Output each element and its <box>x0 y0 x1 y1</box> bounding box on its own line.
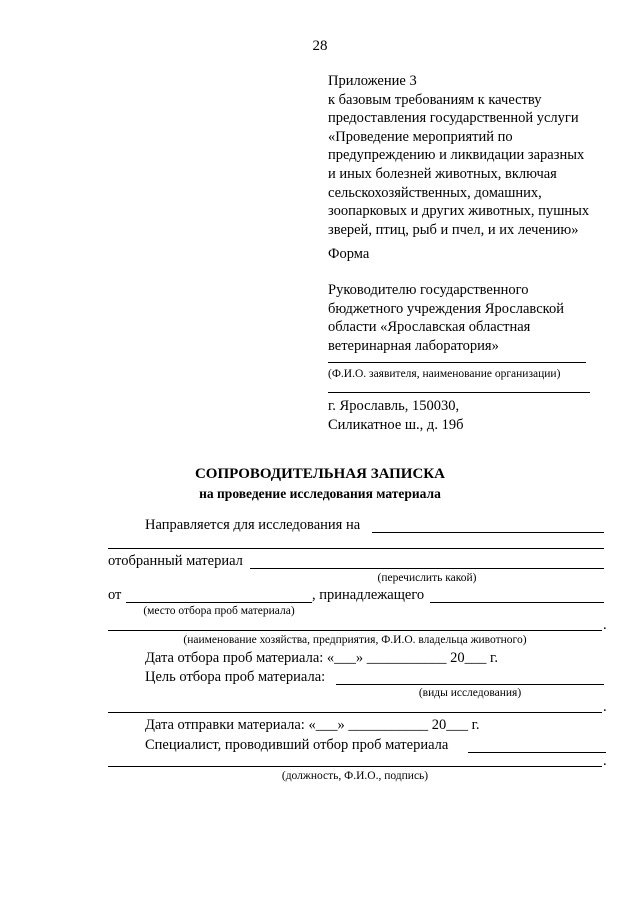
appendix-line: предупреждению и ликвидации заразных <box>328 147 585 164</box>
material-label: отобранный материал <box>108 553 243 569</box>
address-line: г. Ярославль, 150030, <box>328 398 460 414</box>
send-date-row: Дата отправки материала: «___» ___________ 20___ г. <box>145 717 480 733</box>
material-note: (перечислить какой) <box>377 572 477 584</box>
addressee-line: области «Ярославская областная <box>328 319 531 336</box>
appendix-line: «Проведение мероприятий по <box>328 128 513 145</box>
from-label: от <box>108 587 122 603</box>
document-title: СОПРОВОДИТЕЛЬНАЯ ЗАПИСКА <box>194 466 446 482</box>
research-target-row <box>145 517 360 534</box>
purpose-period: . <box>603 699 607 715</box>
purpose-field[interactable] <box>336 684 604 685</box>
research-target-field-2[interactable] <box>108 548 604 549</box>
specialist-label: Специалист, проводивший отбор проб материала <box>145 737 449 753</box>
owner-field[interactable] <box>430 602 604 603</box>
specialist-field-2[interactable] <box>108 766 602 767</box>
form-label: Форма <box>328 246 370 262</box>
signature-note: (должность, Ф.И.О., подпись) <box>281 770 429 782</box>
material-row <box>108 553 243 570</box>
applicant-blank-line-2[interactable] <box>328 392 590 393</box>
applicant-note: (Ф.И.О. заявителя, наименование организации) <box>328 368 561 380</box>
addressee-line: бюджетного учреждения Ярославской <box>328 300 564 317</box>
owner-field-2[interactable] <box>108 630 602 631</box>
place-field[interactable] <box>126 602 312 603</box>
place-note: (место отбора проб материала) <box>143 605 295 617</box>
specialist-field[interactable] <box>468 752 606 753</box>
address-line: Силикатное ш., д. 19б <box>328 417 464 433</box>
owner-note: (наименование хозяйства, предприятия, Ф.И.О. владельца животного) <box>183 634 527 646</box>
appendix-header <box>328 72 628 239</box>
specialist-row <box>145 737 448 754</box>
addressee-block <box>328 281 564 355</box>
owner-label: , принадлежащего <box>312 587 425 603</box>
purpose-field-2[interactable] <box>108 712 602 713</box>
sample-date-row: Дата отбора проб материала: «___» ___________ 20___ г. <box>145 650 498 666</box>
addressee-line: Руководителю государственного <box>328 282 529 298</box>
purpose-label: Цель отбора проб материала: <box>145 669 326 685</box>
document-subtitle: на проведение исследования материала <box>199 486 441 501</box>
address-block <box>328 397 463 435</box>
page-number: 28 <box>312 38 328 54</box>
appendix-line: зоопарковых и других животных, пушных <box>328 203 590 220</box>
addressee-line: ветеринарная лаборатория» <box>328 337 499 354</box>
owner-period: . <box>603 617 607 633</box>
appendix-line: к базовым требованиям к качеству <box>328 91 542 108</box>
research-target-label: Направляется для исследования на <box>145 517 361 533</box>
appendix-line: и иных болезней животных, включая <box>328 165 557 182</box>
appendix-line: предоставления государственной услуги <box>328 110 579 127</box>
appendix-line: Приложение 3 <box>328 73 417 89</box>
research-note: (виды исследования) <box>418 687 522 699</box>
appendix-line: сельскохозяйственных, домашних, <box>328 184 542 201</box>
research-target-field[interactable] <box>372 532 604 533</box>
from-row <box>108 587 121 604</box>
applicant-blank-line[interactable] <box>328 362 586 363</box>
specialist-period: . <box>603 753 607 769</box>
appendix-line: зверей, птиц, рыб и пчел, и их лечению» <box>328 221 579 238</box>
purpose-row <box>145 669 325 686</box>
material-field[interactable] <box>250 568 604 569</box>
owner-label-row <box>312 587 424 604</box>
